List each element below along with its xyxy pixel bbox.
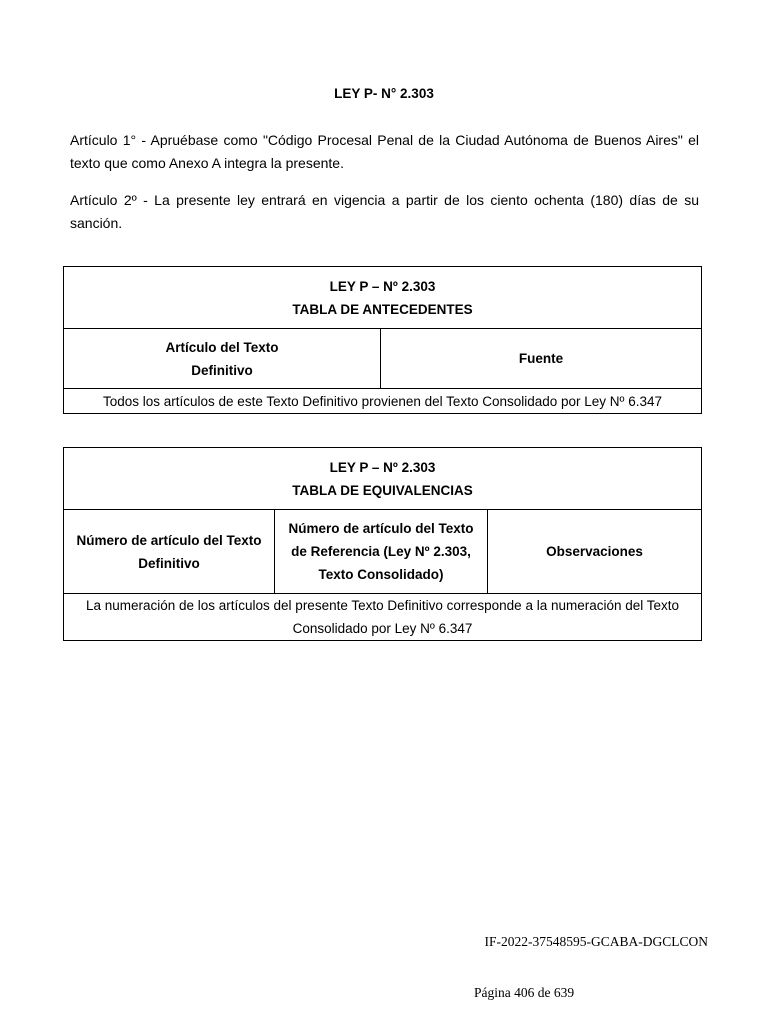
antecedentes-table [63,266,702,414]
equivalencias-note: La numeración de los artículos del presente Texto Definitivo corresponde a la numeración del Texto Consolidado por Ley Nº 6.347 [64,594,702,641]
equivalencias-header [64,448,702,510]
antecedentes-col-fuente: Fuente [381,329,702,389]
equivalencias-col-observaciones: Observaciones [488,510,702,594]
page-number: Página 406 de 639 [474,985,575,1000]
equivalencias-table [63,447,702,641]
article-2: Artículo 2º - La presente ley entrará en vigencia a partir de los ciento ochenta (180) días de su sanción. [70,192,699,231]
equivalencias-col-definitivo: Número de artículo del Texto Definitivo [64,510,275,594]
antecedentes-note: Todos los artículos de este Texto Definitivo provienen del Texto Consolidado por Ley Nº 6.347 [64,389,702,414]
equivalencias-title-line1: LEY P – Nº 2.303 [329,459,436,475]
law-title: LEY P- N° 2.303 [334,86,434,101]
antecedentes-title-line2: TABLA DE ANTECEDENTES [292,301,473,317]
antecedentes-col-articulo: Artículo del Texto Definitivo [64,329,381,389]
equivalencias-col-referencia: Número de artículo del Texto de Referencia (Ley Nº 2.303, Texto Consolidado) [275,510,488,594]
equivalencias-title-line2: TABLA DE EQUIVALENCIAS [292,482,473,498]
document-id: IF-2022-37548595-GCABA-DGCLCON [484,934,708,949]
antecedentes-header [64,267,702,329]
article-1: Artículo 1° - Apruébase como "Código Procesal Penal de la Ciudad Autónoma de Buenos Aires" el texto que como Anexo A integra la presente. [70,132,699,171]
antecedentes-title-line1: LEY P – Nº 2.303 [329,278,436,294]
